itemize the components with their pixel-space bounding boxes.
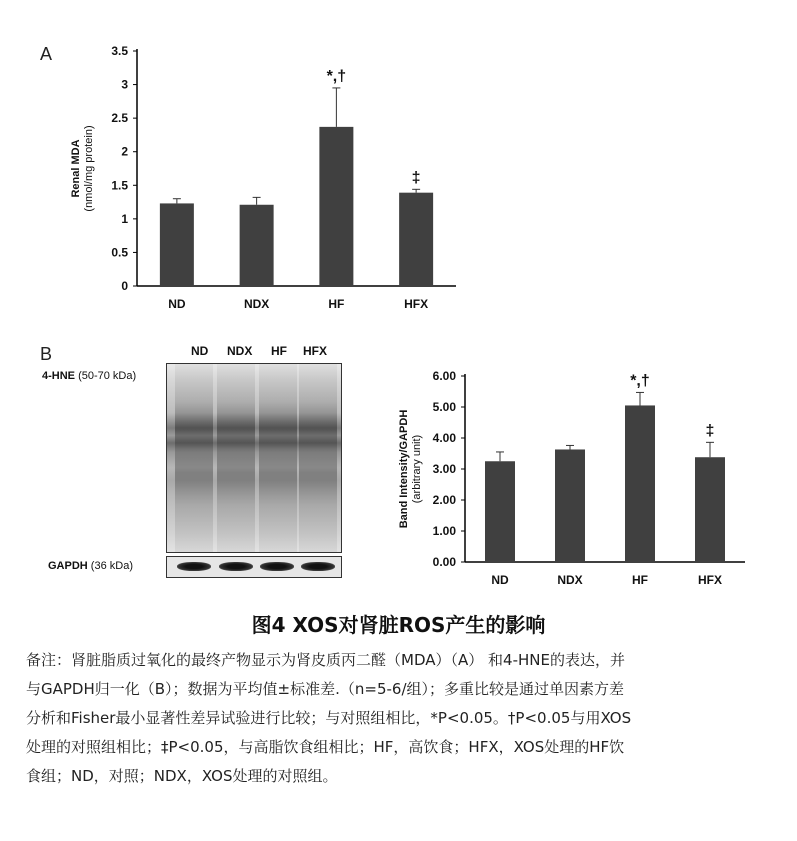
gapdh-label: [48, 560, 133, 572]
figure-title: 图4 XOS对肾脏ROS产生的影响: [251, 613, 546, 637]
y-axis-label-line1: Band Intensity/GAPDH: [398, 409, 410, 529]
bar: [555, 449, 585, 562]
gapdh-band-3: [260, 562, 294, 571]
hne-lane-3: [259, 364, 297, 552]
bar: [240, 205, 274, 286]
y-tick-label: 1.5: [111, 178, 128, 193]
bar: [399, 193, 433, 286]
y-tick-label: 3.00: [432, 462, 456, 476]
category-label: HF: [328, 297, 345, 311]
significance-mark: *,†: [630, 372, 650, 390]
category-label: ND: [168, 297, 186, 311]
caption-line-3: 分析和Fisher最小显著性差异试验进行比较；与对照组相比，*P<0.05。†P<0.05与用XOS: [26, 709, 632, 727]
y-tick-label: 5.00: [432, 400, 456, 414]
blot-lane-hf: HF: [271, 344, 287, 358]
gapdh-blot-image: [166, 556, 342, 578]
gapdh-kda: (36 kDa): [90, 560, 133, 572]
y-tick-label: 3.5: [111, 44, 128, 58]
hne-kda: (50-70 kDa): [78, 370, 137, 382]
panel-a-label: A: [40, 44, 53, 64]
gapdh-band-4: [301, 562, 335, 571]
y-tick-label: 3: [121, 77, 128, 92]
y-tick-label: 2.5: [111, 111, 128, 126]
category-label: ND: [491, 573, 509, 587]
hne-label: [42, 370, 136, 382]
category-label: HFX: [404, 297, 429, 311]
panel-b-label: B: [40, 344, 53, 364]
hne-lane-4: [299, 364, 337, 552]
hne-lane-1: [175, 364, 213, 552]
y-axis-label-line2: (nmol/mg protein): [83, 125, 95, 212]
significance-mark: ‡: [411, 169, 421, 187]
gapdh-band-2: [219, 562, 253, 571]
y-tick-label: 1.00: [432, 524, 456, 538]
bar: [160, 203, 194, 286]
y-tick-label: 0.5: [111, 245, 128, 260]
y-tick-label: 1: [121, 211, 128, 226]
y-tick-label: 2: [121, 144, 128, 159]
caption-line-1: 备注：肾脏脂质过氧化的最终产物显示为肾皮质丙二醛（MDA）（A） 和4-HNE的表达，并: [26, 651, 625, 669]
hne-lane-2: [217, 364, 255, 552]
y-axis-label-line1: Renal MDA: [70, 139, 82, 198]
y-tick-label: 2.00: [432, 493, 456, 507]
caption-line-5: 食组；ND，对照；NDX，XOS处理的对照组。: [26, 767, 338, 785]
bar: [625, 405, 655, 562]
y-tick-label: 0.00: [432, 555, 456, 569]
category-label: NDX: [557, 573, 583, 587]
bar: [695, 457, 725, 562]
hne-name: 4-HNE: [42, 370, 76, 382]
bar: [485, 461, 515, 562]
renal-mda-chart: [40, 40, 480, 320]
category-label: NDX: [243, 297, 270, 311]
significance-mark: ‡: [705, 422, 715, 440]
band-intensity-chart: [375, 360, 765, 595]
caption-line-4: 处理的对照组相比；‡P<0.05，与高脂饮食组相比；HF，高饮食；HFX，XOS处理的HF饮: [26, 738, 625, 756]
y-axis-label-line2: (arbitrary unit): [411, 434, 423, 504]
y-tick-label: 6.00: [432, 369, 456, 383]
blot-lane-hfx: HFX: [303, 344, 327, 358]
gapdh-band-1: [177, 562, 211, 571]
blot-lane-nd: ND: [191, 344, 209, 358]
blot-lane-ndx: NDX: [227, 344, 253, 358]
category-label: HF: [632, 573, 648, 587]
category-label: HFX: [698, 573, 722, 587]
hne-blot-image: [166, 363, 342, 553]
y-tick-label: 0: [121, 279, 128, 293]
gapdh-name: GAPDH: [48, 560, 88, 572]
y-tick-label: 4.00: [432, 431, 456, 445]
caption-line-2: 与GAPDH归一化（B）；数据为平均值±标准差.（n=5-6/组）；多重比较是通过单因素方差: [26, 680, 625, 698]
bar: [319, 127, 353, 286]
significance-mark: *,†: [326, 67, 347, 85]
